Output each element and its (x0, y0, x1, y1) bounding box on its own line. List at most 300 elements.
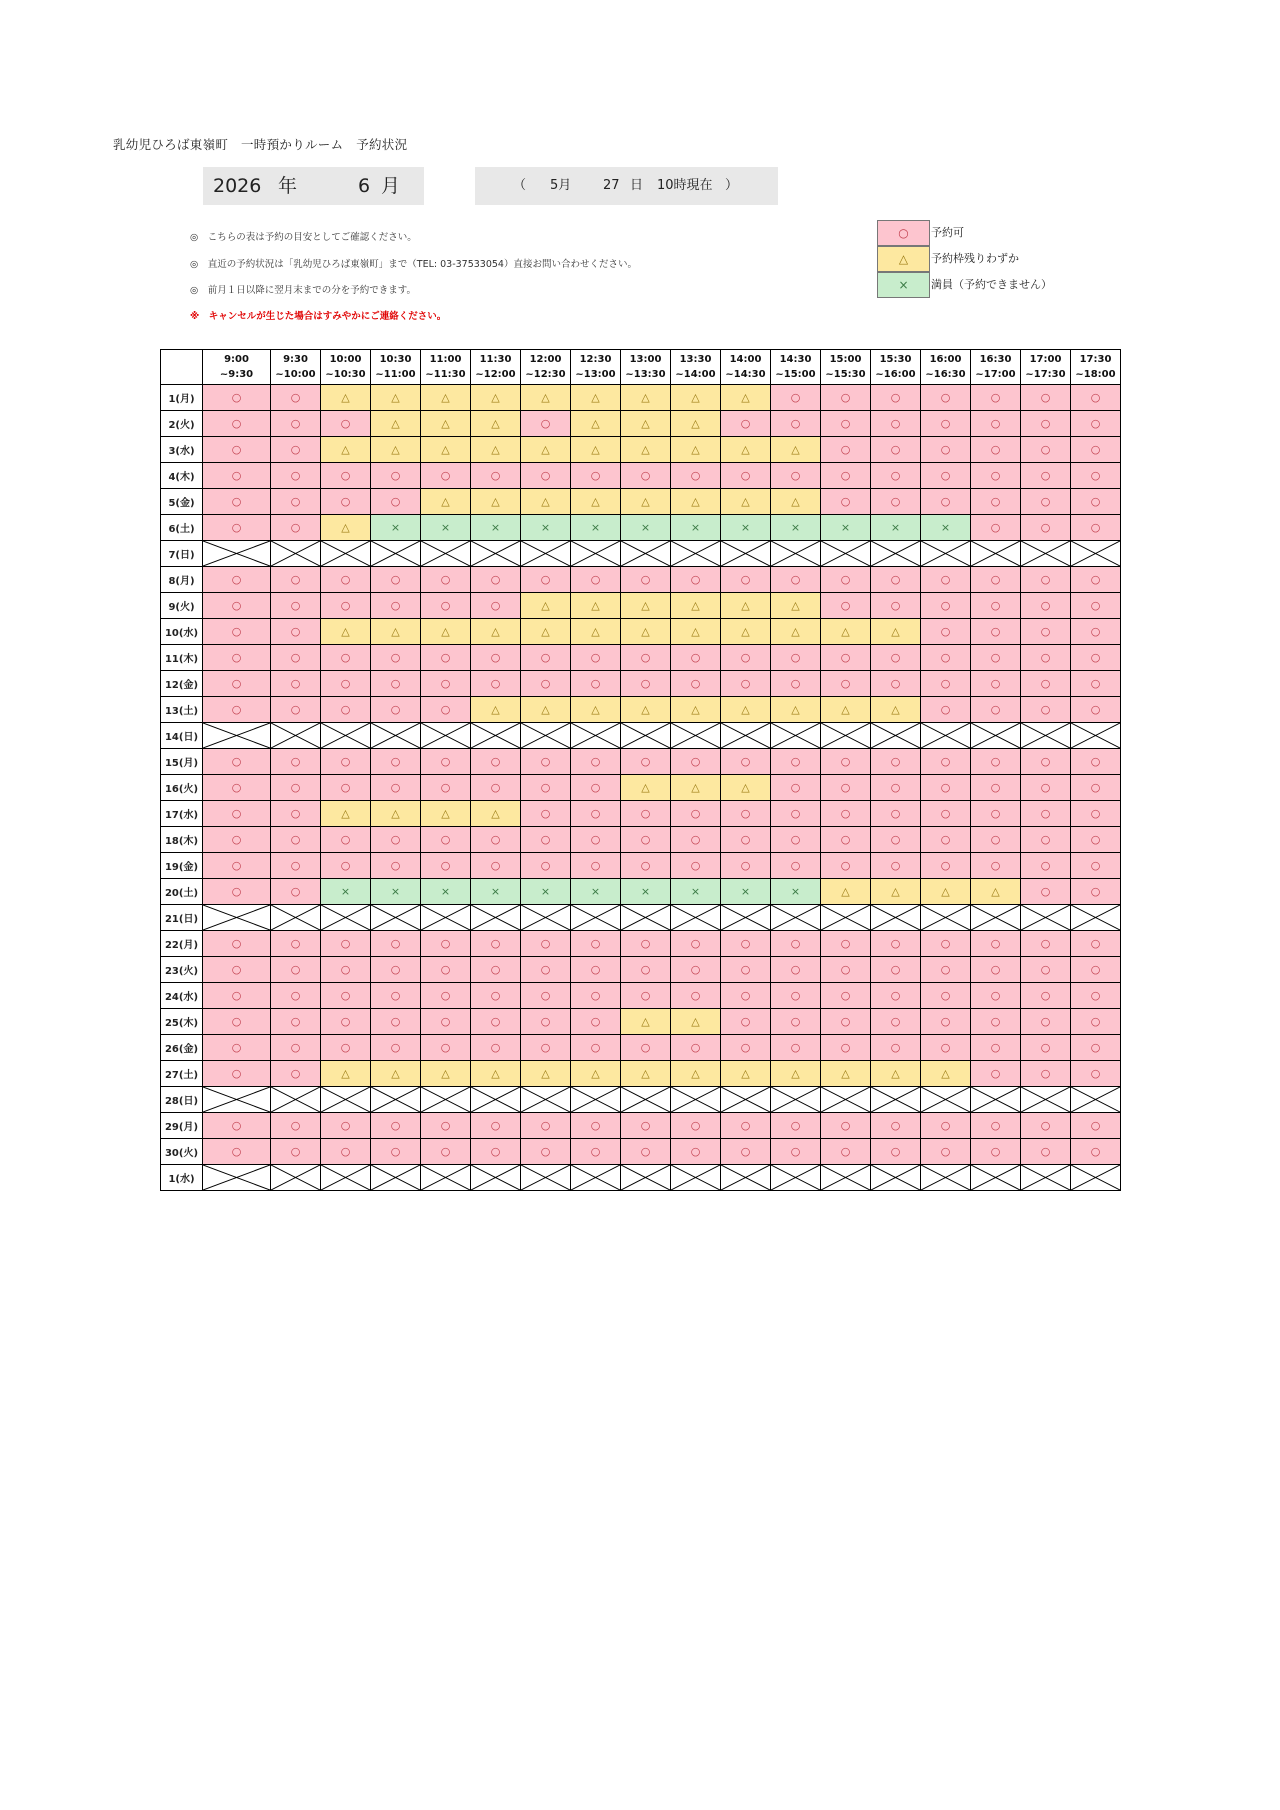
slot-available: ○ (471, 593, 521, 619)
note-3: ◎ 前月１日以降に翌月末までの分を予約できます。 (190, 285, 417, 296)
slot-available: ○ (321, 489, 371, 515)
day-label: 26(金) (161, 1035, 203, 1061)
slot-available: ○ (271, 957, 321, 983)
closed-cross-icon (771, 541, 820, 566)
slot-few-left: △ (321, 801, 371, 827)
closed-cross-icon (1071, 723, 1120, 748)
slot-available: ○ (271, 749, 321, 775)
time-slot-header (421, 350, 471, 385)
closed-cell (371, 1087, 421, 1113)
closed-cell (971, 1165, 1021, 1191)
day-row (161, 905, 1121, 931)
closed-cell (571, 541, 621, 567)
slot-available: ○ (203, 437, 271, 463)
slot-start: 10:00 (329, 354, 362, 365)
legend-item-available (877, 220, 1137, 246)
slot-available: ○ (271, 567, 321, 593)
slot-available: ○ (971, 1113, 1021, 1139)
status-close-paren: ） (725, 178, 739, 193)
slot-available: ○ (421, 775, 471, 801)
day-row (161, 515, 1121, 541)
closed-cross-icon (421, 541, 470, 566)
closed-cell (1021, 1165, 1071, 1191)
closed-cross-icon (571, 1165, 620, 1190)
day-label: 8(月) (161, 567, 203, 593)
slot-available: ○ (821, 749, 871, 775)
closed-cross-icon (421, 905, 470, 930)
slot-available: ○ (271, 515, 321, 541)
slot-available: ○ (371, 567, 421, 593)
day-label: 3(水) (161, 437, 203, 463)
slot-available: ○ (471, 931, 521, 957)
slot-full: × (671, 879, 721, 905)
slot-available: ○ (621, 645, 671, 671)
slot-available: ○ (271, 1009, 321, 1035)
slot-available: ○ (521, 853, 571, 879)
slot-few-left: △ (771, 489, 821, 515)
slot-few-left: △ (671, 697, 721, 723)
closed-cross-icon (871, 1087, 920, 1112)
slot-available: ○ (271, 853, 321, 879)
slot-available: ○ (971, 827, 1021, 853)
slot-available: ○ (1071, 463, 1121, 489)
slot-available: ○ (721, 931, 771, 957)
slot-available: ○ (471, 645, 521, 671)
slot-available: ○ (371, 983, 421, 1009)
slot-available: ○ (971, 411, 1021, 437)
slot-available: ○ (521, 801, 571, 827)
closed-cell (571, 723, 621, 749)
slot-available: ○ (471, 463, 521, 489)
time-slot-header (671, 350, 721, 385)
slot-available: ○ (571, 749, 621, 775)
day-row (161, 437, 1121, 463)
slot-available: ○ (371, 853, 421, 879)
closed-cross-icon (821, 1087, 870, 1112)
slot-available: ○ (421, 671, 471, 697)
time-slot-header (721, 350, 771, 385)
slot-available: ○ (1071, 775, 1121, 801)
day-row (161, 723, 1121, 749)
slot-available: ○ (521, 671, 571, 697)
closed-cell (271, 541, 321, 567)
slot-few-left: △ (671, 1009, 721, 1035)
slot-available: ○ (921, 749, 971, 775)
closed-cross-icon (521, 1165, 570, 1190)
slot-few-left: △ (521, 437, 571, 463)
closed-cell (521, 1165, 571, 1191)
slot-full: × (721, 515, 771, 541)
slot-few-left: △ (471, 1061, 521, 1087)
time-slot-header (571, 350, 621, 385)
slot-available: ○ (521, 1009, 571, 1035)
slot-available: ○ (521, 827, 571, 853)
slot-available: ○ (521, 567, 571, 593)
slot-available: ○ (203, 463, 271, 489)
time-slot-header (203, 350, 271, 385)
slot-available: ○ (421, 827, 471, 853)
closed-cross-icon (871, 905, 920, 930)
slot-available: ○ (621, 1139, 671, 1165)
slot-available: ○ (721, 957, 771, 983)
closed-cell (203, 541, 271, 567)
day-row (161, 1165, 1121, 1191)
closed-cross-icon (921, 541, 970, 566)
slot-start: 9:30 (283, 354, 308, 365)
closed-cell (1071, 1165, 1121, 1191)
closed-cross-icon (971, 1165, 1020, 1190)
slot-few-left: △ (521, 697, 571, 723)
slot-few-left: △ (821, 1061, 871, 1087)
closed-cell (721, 1165, 771, 1191)
slot-available: ○ (671, 853, 721, 879)
slot-available: ○ (771, 1113, 821, 1139)
slot-few-left: △ (621, 385, 671, 411)
slot-available: ○ (1071, 1061, 1121, 1087)
slot-start: 16:30 (979, 354, 1012, 365)
slot-available: ○ (721, 671, 771, 697)
slot-available: ○ (921, 671, 971, 697)
slot-full: × (321, 879, 371, 905)
slot-few-left: △ (621, 697, 671, 723)
day-label: 12(金) (161, 671, 203, 697)
slot-available: ○ (921, 619, 971, 645)
slot-few-left: △ (471, 801, 521, 827)
day-label: 20(土) (161, 879, 203, 905)
closed-cell (971, 905, 1021, 931)
closed-cross-icon (321, 1165, 370, 1190)
closed-cell (921, 905, 971, 931)
slot-end: ~15:00 (775, 369, 816, 380)
slot-available: ○ (371, 827, 421, 853)
time-slot-header (1071, 350, 1121, 385)
slot-available: ○ (671, 801, 721, 827)
closed-cross-icon (1071, 905, 1120, 930)
closed-cross-icon (203, 541, 270, 566)
slot-few-left: △ (621, 489, 671, 515)
closed-cross-icon (321, 1087, 370, 1112)
slot-few-left: △ (721, 775, 771, 801)
slot-available: ○ (571, 1113, 621, 1139)
slot-available: ○ (921, 1139, 971, 1165)
closed-cell (771, 541, 821, 567)
slot-end: ~14:00 (675, 369, 716, 380)
slot-available: ○ (203, 385, 271, 411)
closed-cross-icon (671, 905, 720, 930)
slot-available: ○ (1021, 645, 1071, 671)
closed-cell (271, 723, 321, 749)
closed-cross-icon (771, 1087, 820, 1112)
slot-full: × (521, 879, 571, 905)
closed-cell (471, 1087, 521, 1113)
closed-cross-icon (921, 905, 970, 930)
slot-few-left: △ (571, 411, 621, 437)
slot-available: ○ (821, 385, 871, 411)
day-row (161, 385, 1121, 411)
slot-available: ○ (271, 827, 321, 853)
closed-cell (1021, 905, 1071, 931)
slot-available: ○ (971, 645, 1021, 671)
closed-cell (671, 1087, 721, 1113)
slot-few-left: △ (571, 619, 621, 645)
slot-available: ○ (203, 645, 271, 671)
slot-full: × (571, 879, 621, 905)
slot-few-left: △ (571, 697, 621, 723)
slot-available: ○ (621, 1035, 671, 1061)
slot-available: ○ (821, 489, 871, 515)
slot-available: ○ (521, 749, 571, 775)
closed-cell (521, 723, 571, 749)
slot-available: ○ (671, 463, 721, 489)
closed-cell (371, 1165, 421, 1191)
slot-available: ○ (921, 931, 971, 957)
slot-available: ○ (321, 697, 371, 723)
day-label: 27(土) (161, 1061, 203, 1087)
slot-few-left: △ (321, 437, 371, 463)
slot-available: ○ (271, 983, 321, 1009)
slot-few-left: △ (621, 775, 671, 801)
slot-few-left: △ (571, 593, 621, 619)
time-slot-header (971, 350, 1021, 385)
closed-cell (971, 1087, 1021, 1113)
slot-available: ○ (571, 827, 621, 853)
slot-end: ~10:00 (275, 369, 316, 380)
slot-few-left: △ (571, 437, 621, 463)
slot-available: ○ (321, 983, 371, 1009)
slot-few-left: △ (671, 593, 721, 619)
slot-available: ○ (821, 1009, 871, 1035)
cancel-warning: ※ キャンセルが生じた場合はすみやかにご連絡ください。 (190, 311, 447, 322)
slot-available: ○ (1021, 957, 1071, 983)
slot-available: ○ (921, 801, 971, 827)
slot-few-left: △ (371, 385, 421, 411)
closed-cross-icon (1021, 723, 1070, 748)
slot-available: ○ (971, 801, 1021, 827)
day-row (161, 827, 1121, 853)
closed-cross-icon (921, 1087, 970, 1112)
slot-few-left: △ (371, 437, 421, 463)
closed-cross-icon (1071, 1165, 1120, 1190)
closed-cross-icon (971, 905, 1020, 930)
slot-available: ○ (821, 463, 871, 489)
closed-cross-icon (471, 1165, 520, 1190)
day-label: 15(月) (161, 749, 203, 775)
day-label: 16(火) (161, 775, 203, 801)
closed-cross-icon (571, 723, 620, 748)
slot-available: ○ (271, 879, 321, 905)
slot-available: ○ (321, 411, 371, 437)
slot-available: ○ (871, 489, 921, 515)
slot-available: ○ (621, 983, 671, 1009)
closed-cross-icon (621, 905, 670, 930)
month-value: 6 (358, 175, 371, 197)
slot-available: ○ (521, 463, 571, 489)
slot-available: ○ (921, 853, 971, 879)
slot-available: ○ (971, 1009, 1021, 1035)
slot-available: ○ (871, 385, 921, 411)
slot-available: ○ (971, 463, 1021, 489)
time-slot-header (621, 350, 671, 385)
closed-cell (271, 905, 321, 931)
slot-start: 9:00 (224, 354, 249, 365)
slot-available: ○ (671, 931, 721, 957)
slot-available: ○ (921, 385, 971, 411)
slot-available: ○ (721, 827, 771, 853)
slot-available: ○ (421, 645, 471, 671)
slot-few-left: △ (521, 489, 571, 515)
time-slot-header (521, 350, 571, 385)
slot-few-left: △ (571, 489, 621, 515)
slot-full: × (421, 515, 471, 541)
slot-available: ○ (1071, 879, 1121, 905)
year-value: 2026 (213, 175, 262, 197)
closed-cell (821, 905, 871, 931)
slot-available: ○ (1071, 671, 1121, 697)
closed-cell (203, 1087, 271, 1113)
slot-available: ○ (321, 749, 371, 775)
closed-cell (271, 1087, 321, 1113)
slot-available: ○ (421, 957, 471, 983)
closed-cell (371, 541, 421, 567)
slot-available: ○ (771, 1009, 821, 1035)
slot-available: ○ (371, 775, 421, 801)
day-label: 7(日) (161, 541, 203, 567)
closed-cross-icon (1021, 1165, 1070, 1190)
slot-available: ○ (921, 775, 971, 801)
closed-cell (871, 541, 921, 567)
day-label: 18(木) (161, 827, 203, 853)
slot-available: ○ (821, 1035, 871, 1061)
closed-cross-icon (671, 1165, 720, 1190)
closed-cross-icon (771, 905, 820, 930)
day-row (161, 1139, 1121, 1165)
slot-available: ○ (1021, 1061, 1071, 1087)
closed-cell (721, 723, 771, 749)
slot-few-left: △ (521, 1061, 571, 1087)
slot-available: ○ (971, 697, 1021, 723)
slot-few-left: △ (421, 619, 471, 645)
slot-available: ○ (321, 1139, 371, 1165)
closed-cross-icon (921, 723, 970, 748)
slot-available: ○ (271, 775, 321, 801)
slot-available: ○ (871, 983, 921, 1009)
slot-few-left: △ (971, 879, 1021, 905)
slot-available: ○ (1071, 931, 1121, 957)
slot-start: 16:00 (929, 354, 962, 365)
closed-cross-icon (571, 905, 620, 930)
day-row (161, 957, 1121, 983)
slot-few-left: △ (771, 1061, 821, 1087)
slot-end: ~9:30 (219, 369, 254, 380)
slot-available: ○ (321, 827, 371, 853)
slot-available: ○ (821, 671, 871, 697)
slot-available: ○ (1021, 697, 1071, 723)
day-label: 9(火) (161, 593, 203, 619)
day-label: 4(木) (161, 463, 203, 489)
slot-available: ○ (971, 983, 1021, 1009)
slot-available: ○ (271, 931, 321, 957)
slot-available: ○ (1071, 593, 1121, 619)
closed-cell (1071, 1087, 1121, 1113)
slot-available: ○ (203, 1139, 271, 1165)
slot-available: ○ (203, 489, 271, 515)
closed-cell (621, 541, 671, 567)
slot-available: ○ (1071, 801, 1121, 827)
day-label: 6(土) (161, 515, 203, 541)
slot-available: ○ (371, 931, 421, 957)
slot-available: ○ (1021, 515, 1071, 541)
slot-available: ○ (203, 567, 271, 593)
slot-available: ○ (203, 957, 271, 983)
slot-available: ○ (671, 749, 721, 775)
closed-cross-icon (1021, 541, 1070, 566)
slot-few-left: △ (621, 1009, 671, 1035)
day-row (161, 489, 1121, 515)
slot-few-left: △ (721, 619, 771, 645)
slot-start: 13:00 (629, 354, 662, 365)
slot-available: ○ (821, 827, 871, 853)
slot-start: 12:00 (529, 354, 562, 365)
slot-few-left: △ (721, 593, 771, 619)
slot-available: ○ (203, 1035, 271, 1061)
slot-few-left: △ (871, 879, 921, 905)
slot-available: ○ (271, 385, 321, 411)
slot-available: ○ (571, 671, 621, 697)
slot-available: ○ (771, 385, 821, 411)
slot-available: ○ (321, 853, 371, 879)
slot-available: ○ (1071, 957, 1121, 983)
slot-available: ○ (521, 775, 571, 801)
slot-available: ○ (203, 1009, 271, 1035)
slot-available: ○ (371, 1009, 421, 1035)
slot-available: ○ (721, 1113, 771, 1139)
day-row (161, 983, 1121, 1009)
status-month: 5月 (550, 178, 572, 193)
slot-available: ○ (671, 1139, 721, 1165)
closed-cell (321, 1087, 371, 1113)
slot-full: × (771, 879, 821, 905)
slot-available: ○ (1021, 801, 1071, 827)
slot-end: ~13:30 (625, 369, 666, 380)
slot-few-left: △ (421, 1061, 471, 1087)
closed-cell (471, 723, 521, 749)
slot-available: ○ (1021, 619, 1071, 645)
closed-cross-icon (571, 1087, 620, 1112)
slot-available: ○ (871, 957, 921, 983)
slot-available: ○ (621, 853, 671, 879)
slot-start: 14:00 (729, 354, 762, 365)
slot-available: ○ (971, 957, 1021, 983)
slot-start: 13:30 (679, 354, 712, 365)
slot-available: ○ (1021, 411, 1071, 437)
closed-cross-icon (721, 1087, 770, 1112)
closed-cell (921, 723, 971, 749)
slot-available: ○ (371, 1139, 421, 1165)
slot-available: ○ (321, 1113, 371, 1139)
slot-available: ○ (471, 567, 521, 593)
slot-available: ○ (371, 1035, 421, 1061)
slot-available: ○ (971, 593, 1021, 619)
slot-available: ○ (203, 697, 271, 723)
closed-cell (1071, 905, 1121, 931)
legend-label-full: 満員（予約できません） (931, 278, 1052, 291)
slot-available: ○ (871, 827, 921, 853)
day-label: 1(月) (161, 385, 203, 411)
slot-few-left: △ (321, 385, 371, 411)
closed-cell (571, 1165, 621, 1191)
slot-available: ○ (371, 645, 421, 671)
slot-few-left: △ (471, 385, 521, 411)
